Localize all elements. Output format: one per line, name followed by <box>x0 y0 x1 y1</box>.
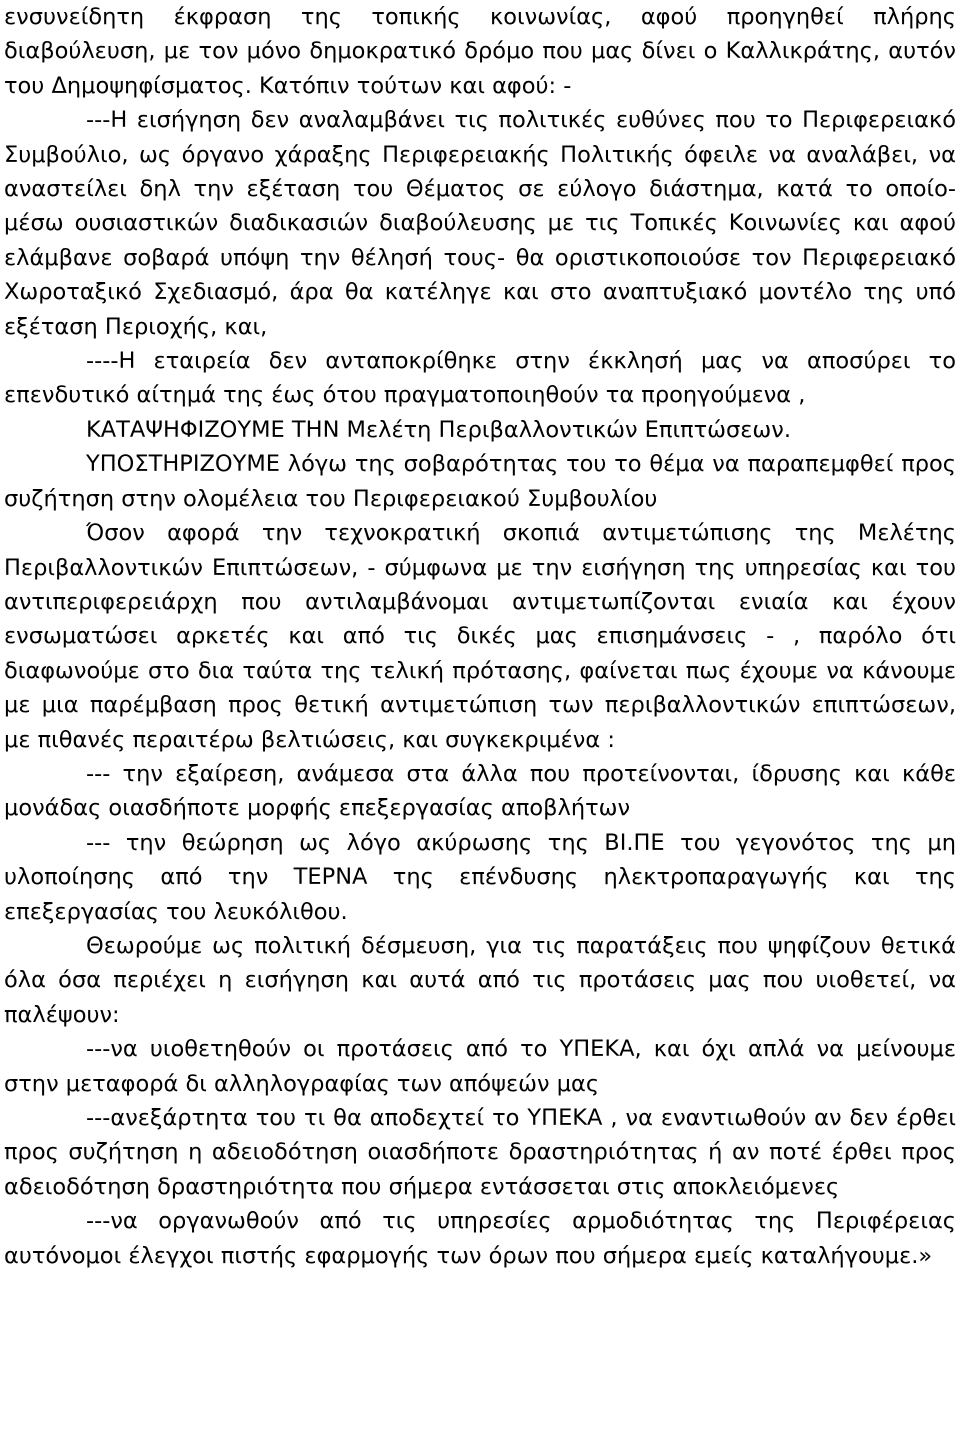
document-page <box>4 0 956 1273</box>
paragraph-technical: Όσον αφορά την τεχνοκρατική σκοπιά αντιμετώπισης της Μελέτης Περιβαλλοντικών Επιπτώσεων, - σύμφωνα με την εισήγηση της υπηρεσίας και του αντιπεριφερειάρχη που αντιλαμβάνομαι αντιμετωπίζονται ενιαία και έχουν ενσωματώσει αρκετές και από τις δικές μας επισημάνσεις - , παρόλο ότι διαφωνούμε στο δια ταύτα της τελική πρότασης, φαίνεται πως έχουμε να κάνουμε με μια παρέμβαση προς θετική αντιμετώπιση των περιβαλλοντικών επιπτώσεων, με πιθανές περαιτέρω βελτιώσεις, και συγκεκριμένα : <box>4 520 956 753</box>
paragraph-point-2: ----Η εταιρεία δεν ανταποκρίθηκε στην έκκλησή μας να αποσύρει το επενδυτικό αίτημά της έως ότου πραγματοποιηθούν τα προηγούμενα , <box>4 348 956 409</box>
paragraph-inspections: ---να οργανωθούν από τις υπηρεσίες αρμοδιότητας της Περιφέρειας αυτόνομοι έλεγχοι πιστής εφαρμογής των όρων που σήμερα εμείς καταλήγουμε.» <box>4 1208 956 1269</box>
paragraph-point-1: ---Η εισήγηση δεν αναλαμβάνει τις πολιτικές ευθύνες που το Περιφερειακό Συμβούλιο, ως όργανο χάραξης Περιφερειακής Πολιτικής όφειλε να αναλάβει, να αναστείλει δηλ την εξέταση του Θέματος σε εύλογο διάστημα, κατά το οποίο- μέσω ουσιαστικών διαδικασιών διαβούλευσης με τις Τοπικές Κοινωνίες και αφού ελάμβανε σοβαρά υπόψη την θέλησή τους- θα οριστικοποιούσε τον Περιφερειακό Χωροταξικό Σχεδιασμό, άρα θα κατέληγε και στο αναπτυξιακό μοντέλο της υπό εξέταση Περιοχής, και, <box>4 107 956 340</box>
paragraph-intro: ενσυνείδητη έκφραση της τοπικής κοινωνίας, αφού προηγηθεί πλήρης διαβούλευση, με τον μόνο δημοκρατικό δρόμο που μας δίνει ο Καλλικράτης, αυτόν του Δημοψηφίσματος. Κατόπιν τούτων και αφού: - <box>4 4 956 99</box>
paragraph-adopt-proposals: ---να υιοθετηθούν οι προτάσεις από το ΥΠΕΚΑ, και όχι απλά να μείνουμε στην μεταφορά δι αλληλογραφίας των απόψεών μας <box>4 1036 956 1097</box>
paragraph-commitment: Θεωρούμε ως πολιτική δέσμευση, για τις παρατάξεις που ψηφίζουν θετικά όλα όσα περιέχει η εισήγηση και αυτά από τις προτάσεις μας που υιοθετεί, να παλέψουν: <box>4 932 956 1028</box>
paragraph-vote-against: ΚΑΤΑΨΗΦΙΖΟΥΜΕ ΤΗΝ Μελέτη Περιβαλλοντικών Επιπτώσεων. <box>86 416 791 443</box>
paragraph-support: ΥΠΟΣΤΗΡΙΖΟΥΜΕ λόγω της σοβαρότητας του το θέμα να παραπεμφθεί προς συζήτηση στην ολομέλεια του Περιφερειακού Συμβουλίου <box>4 451 956 512</box>
paragraph-cancellation: --- την θεώρηση ως λόγο ακύρωσης της ΒΙ.ΠΕ του γεγονότος της μη υλοποίησης από την ΤΕΡΝΑ της επένδυσης ηλεκτροπαραγωγής και της επεξεργασίας του λευκόλιθου. <box>4 829 956 925</box>
paragraph-oppose: ---ανεξάρτητα του τι θα αποδεχτεί το ΥΠΕΚΑ , να εναντιωθούν αν δεν έρθει προς συζήτηση η αδειοδότηση οιασδήποτε δραστηριότητας ή αν ποτέ έρθει προς αδειοδότηση δραστηριότητα που σήμερα εντάσσεται στις αποκλειόμενες <box>4 1105 956 1200</box>
paragraph-exclusion: --- την εξαίρεση, ανάμεσα στα άλλα που προτείνονται, ίδρυσης και κάθε μονάδας οιασδήποτε μορφής επεξεργασίας αποβλήτων <box>4 760 956 822</box>
